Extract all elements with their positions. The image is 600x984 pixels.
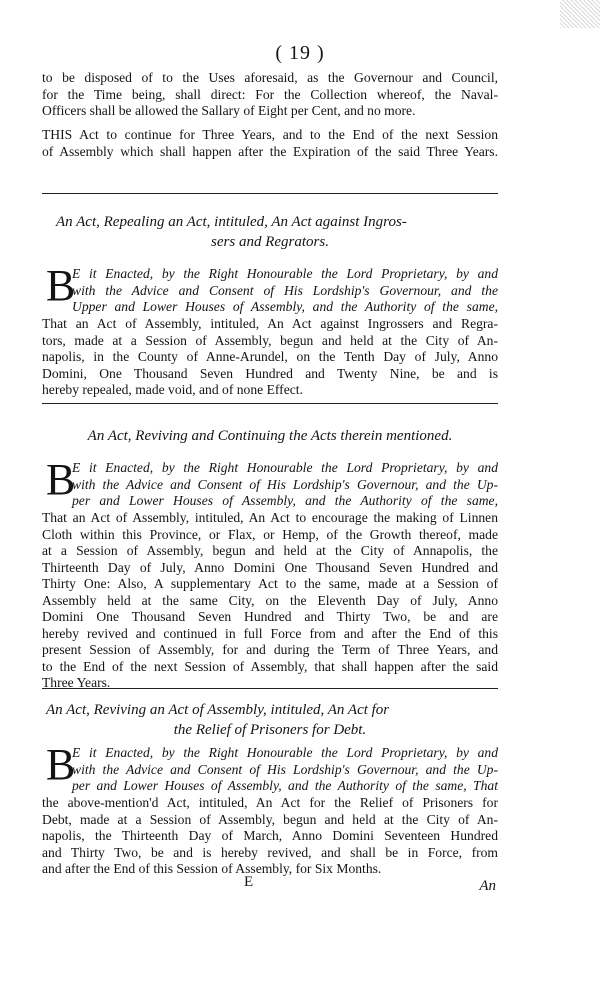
text-line: E it Enacted, by the Right Honourable the Lord Proprietary, by and [72,460,498,475]
text-line: the above-mention'd Act, intituled, An Act for the Relief of Prisoners for [42,795,498,810]
text-line: to be disposed of to the Uses aforesaid, as the Governour and Council, [42,70,498,85]
catchword: An [479,878,496,894]
text-line: Domini One Thousand Seven Hundred and Thirty Two, be and are [42,609,498,624]
text-line: with the Advice and Consent of His Lordship's Governour, and the Up- [72,476,498,492]
act-2-enacting-clause [42,455,498,510]
act-1-enacting-clause [42,261,498,316]
text-line: Domini, One Thousand Seven Hundred and Twenty Nine, be and is [42,365,498,381]
text-line: napolis, the Thirteenth Day of March, Anno Domini Seventeen Hundred [42,828,498,843]
text-line: Thirty One: Also, A supplementary Act to the same, made at a Session of [42,576,498,591]
text-line: E it Enacted, by the Right Honourable the Lord Proprietary, by and [72,266,498,281]
text-line: E it Enacted, by the Right Honourable the Lord Proprietary, by and [72,745,498,760]
act-3-body [42,795,498,878]
section-rule [42,403,498,404]
text-line: Three Years. [42,675,111,690]
text-line: napolis, in the County of Anne-Arundel, on the Tenth Day of July, Anno [42,349,498,364]
text-line: Cloth within this Province, or Flax, or Hemp, of the Growth thereof, made [42,526,498,542]
text-line: That an Act of Assembly, intituled, An Act to encourage the making of Linnen [42,510,498,525]
title-line: sers and Regrators. [211,234,329,250]
text-line: Upper and Lower Houses of Assembly, and the Authority of the same, [72,299,498,314]
text-line: Officers shall be allowed the Sallary of Eight per Cent, and no more. [42,103,416,118]
text-line: Assembly held at the same City, on the Eleventh Day of July, Anno [42,592,498,608]
title-line: An Act, Repealing an Act, intituled, An Act against Ingros- [56,214,407,230]
title-line: the Relief of Prisoners for Debt. [173,722,367,738]
title-line: An Act, Reviving and Continuing the Acts therein mentioned. [87,428,453,444]
signature-mark: E [244,874,254,890]
text-line: with the Advice and Consent of His Lordship's Governour, and the [72,282,498,298]
drop-cap: B [46,261,76,310]
act-3-title [42,700,498,740]
act-1-body [42,316,498,399]
text-line: per and Lower Houses of Assembly, and the Authority of the same, That [72,778,498,793]
section-rule [42,688,498,689]
text-line: present Session of Assembly, for and during the Term of Three Years, and [42,642,498,657]
duration-clause [42,127,498,160]
text-line: Thirteenth Day of July, Anno Domini One Thousand Seven Hundred and [42,559,498,575]
drop-cap: B [46,740,76,789]
act-3-enacting-clause [42,740,498,795]
act-2-body [42,510,498,692]
text-line: hereby repealed, made void, and of none Effect. [42,382,303,397]
text-line: at a Session of Assembly, begun and held at the City of Annapolis, the [42,543,498,558]
continuation-paragraph [42,70,498,120]
page-edge-wear [560,0,600,28]
text-line: That an Act of Assembly, intituled, An Act against Ingrossers and Regra- [42,316,498,331]
text-line: to the End of the next Session of Assembly, that shall happen after the said [42,658,498,674]
drop-cap: B [46,455,76,504]
text-line: of Assembly which shall happen after the Expiration of the said Three Years. [42,143,498,159]
section-rule [42,193,498,194]
text-line: and Thirty Two, be and is hereby revived, and shall be in Force, from [42,844,498,860]
page-number: ( 19 ) [275,42,325,64]
act-2-title [42,426,498,446]
text-line: Debt, made at a Session of Assembly, begun and held at the City of An- [42,811,498,827]
text-line: and after the End of this Session of Assembly, for Six Months. [42,861,382,876]
text-line: with the Advice and Consent of His Lordship's Governour, and the Up- [72,761,498,777]
text-line: per and Lower Houses of Assembly, and the Authority of the same, [72,493,498,508]
text-line: for the Time being, shall direct: For the Collection whereof, the Naval- [42,86,498,102]
text-line: hereby revived and continued in full Force from and after the End of this [42,625,498,641]
text-line: THIS Act to continue for Three Years, and to the End of the next Session [42,127,498,142]
title-line: An Act, Reviving an Act of Assembly, intituled, An Act for [46,702,390,718]
text-line: tors, made at a Session of Assembly, begun and held at the City of An- [42,332,498,348]
act-1-title [42,212,498,252]
